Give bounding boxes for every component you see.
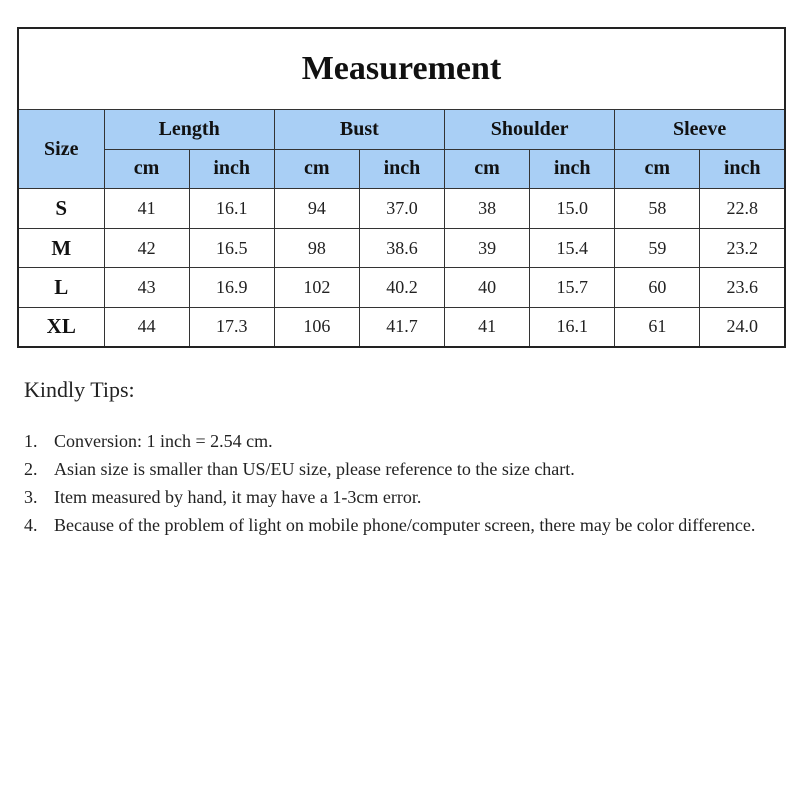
unit-header-inch: inch <box>359 149 444 189</box>
table-cell: 98 <box>274 228 359 268</box>
table-cell: 41.7 <box>359 307 444 347</box>
table-cell: 38.6 <box>359 228 444 268</box>
table-cell: 23.2 <box>700 228 785 268</box>
table-row <box>18 268 785 308</box>
table-cell: 37.0 <box>359 189 444 229</box>
tip-item <box>24 511 764 539</box>
table-cell: 16.1 <box>530 307 615 347</box>
table-cell: 15.4 <box>530 228 615 268</box>
table-cell: 38 <box>445 189 530 229</box>
tip-number: 2. <box>24 459 38 479</box>
table-cell: 17.3 <box>189 307 274 347</box>
tip-text: Item measured by hand, it may have a 1-3cm error. <box>54 487 422 507</box>
size-label: XL <box>18 307 104 347</box>
table-row <box>18 307 785 347</box>
unit-header-inch: inch <box>189 149 274 189</box>
table-cell: 61 <box>615 307 700 347</box>
tip-text: Because of the problem of light on mobile phone/computer screen, there may be color difference. <box>54 515 756 535</box>
table-cell: 58 <box>615 189 700 229</box>
table-cell: 60 <box>615 268 700 308</box>
table-cell: 16.5 <box>189 228 274 268</box>
tip-item <box>24 483 764 511</box>
table-cell: 39 <box>445 228 530 268</box>
group-header-sleeve: Sleeve <box>615 110 785 150</box>
table-cell: 59 <box>615 228 700 268</box>
table-cell: 15.0 <box>530 189 615 229</box>
table-cell: 15.7 <box>530 268 615 308</box>
table-cell: 16.1 <box>189 189 274 229</box>
tip-item <box>24 455 764 483</box>
table-cell: 94 <box>274 189 359 229</box>
table-cell: 23.6 <box>700 268 785 308</box>
tip-number: 1. <box>24 431 38 451</box>
group-header-shoulder: Shoulder <box>445 110 615 150</box>
size-label: L <box>18 268 104 308</box>
table-cell: 40.2 <box>359 268 444 308</box>
table-cell: 106 <box>274 307 359 347</box>
unit-header-cm: cm <box>445 149 530 189</box>
tip-text: Asian size is smaller than US/EU size, please reference to the size chart. <box>54 459 575 479</box>
size-column-header: Size <box>18 110 104 189</box>
table-cell: 41 <box>104 189 189 229</box>
unit-header-inch: inch <box>700 149 785 189</box>
group-header-length: Length <box>104 110 274 150</box>
unit-header-cm: cm <box>104 149 189 189</box>
table-cell: 42 <box>104 228 189 268</box>
table-cell: 102 <box>274 268 359 308</box>
table-cell: 40 <box>445 268 530 308</box>
unit-header-cm: cm <box>615 149 700 189</box>
table-row <box>18 228 785 268</box>
tip-item <box>24 427 764 455</box>
table-cell: 43 <box>104 268 189 308</box>
tip-number: 3. <box>24 487 38 507</box>
tips-section <box>24 375 764 539</box>
table-cell: 16.9 <box>189 268 274 308</box>
size-label: S <box>18 189 104 229</box>
size-chart-table <box>17 27 786 348</box>
tip-number: 4. <box>24 515 38 535</box>
table-cell: 24.0 <box>700 307 785 347</box>
unit-header-inch: inch <box>530 149 615 189</box>
tips-list <box>24 427 764 539</box>
group-header-bust: Bust <box>274 110 444 150</box>
table-cell: 22.8 <box>700 189 785 229</box>
chart-title: Measurement <box>18 28 785 110</box>
tips-title: Kindly Tips: <box>24 377 135 402</box>
table-cell: 41 <box>445 307 530 347</box>
size-label: M <box>18 228 104 268</box>
table-row <box>18 189 785 229</box>
unit-header-cm: cm <box>274 149 359 189</box>
table-cell: 44 <box>104 307 189 347</box>
tip-text: Conversion: 1 inch = 2.54 cm. <box>54 431 273 451</box>
